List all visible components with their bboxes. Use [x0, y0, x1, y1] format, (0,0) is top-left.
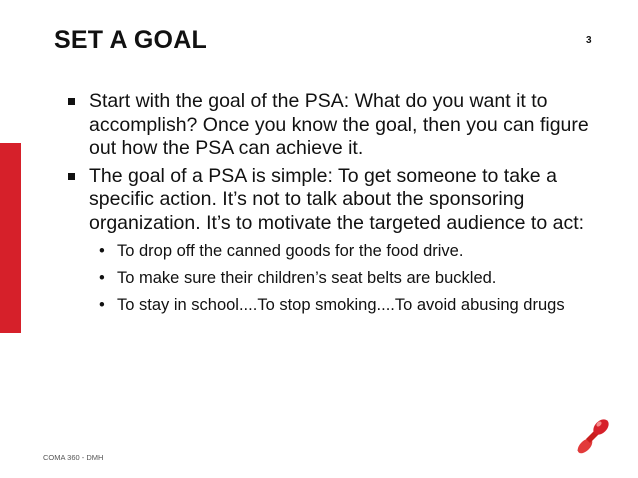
- dot-bullet-icon: •: [99, 269, 105, 287]
- bullet-text: Start with the goal of the PSA: What do you want it to accomplish? Once you know the goal, then you can figure out how the PSA can achieve it.: [89, 90, 589, 159]
- footer-text: COMA 360 - DMH: [43, 453, 104, 462]
- bullet-text: The goal of a PSA is simple: To get someone to take a specific action. It’s not to talk about the sponsoring organization. It’s to motivate the targeted audience to act:: [89, 164, 585, 234]
- slide-title: SET A GOAL: [54, 26, 207, 54]
- subbullet-item: [99, 268, 608, 288]
- subbullet-text: To make sure their children’s seat belts are buckled.: [117, 269, 497, 287]
- square-bullet-icon: [68, 173, 75, 180]
- dot-bullet-icon: •: [99, 296, 105, 314]
- bullet-item: [68, 90, 608, 161]
- slide-content: [68, 90, 608, 322]
- dot-bullet-icon: •: [99, 242, 105, 260]
- subbullet-item: [99, 241, 608, 261]
- page-number: 3: [586, 35, 592, 46]
- pushpin-icon: [572, 415, 612, 457]
- subbullet-item: [99, 295, 608, 315]
- subbullet-text: To drop off the canned goods for the food drive.: [117, 242, 464, 260]
- subbullet-text: To stay in school....To stop smoking....To avoid abusing drugs: [117, 296, 565, 314]
- bullet-item: [68, 165, 608, 316]
- subbullet-list: [89, 241, 608, 315]
- accent-bar: [0, 143, 21, 333]
- square-bullet-icon: [68, 98, 75, 105]
